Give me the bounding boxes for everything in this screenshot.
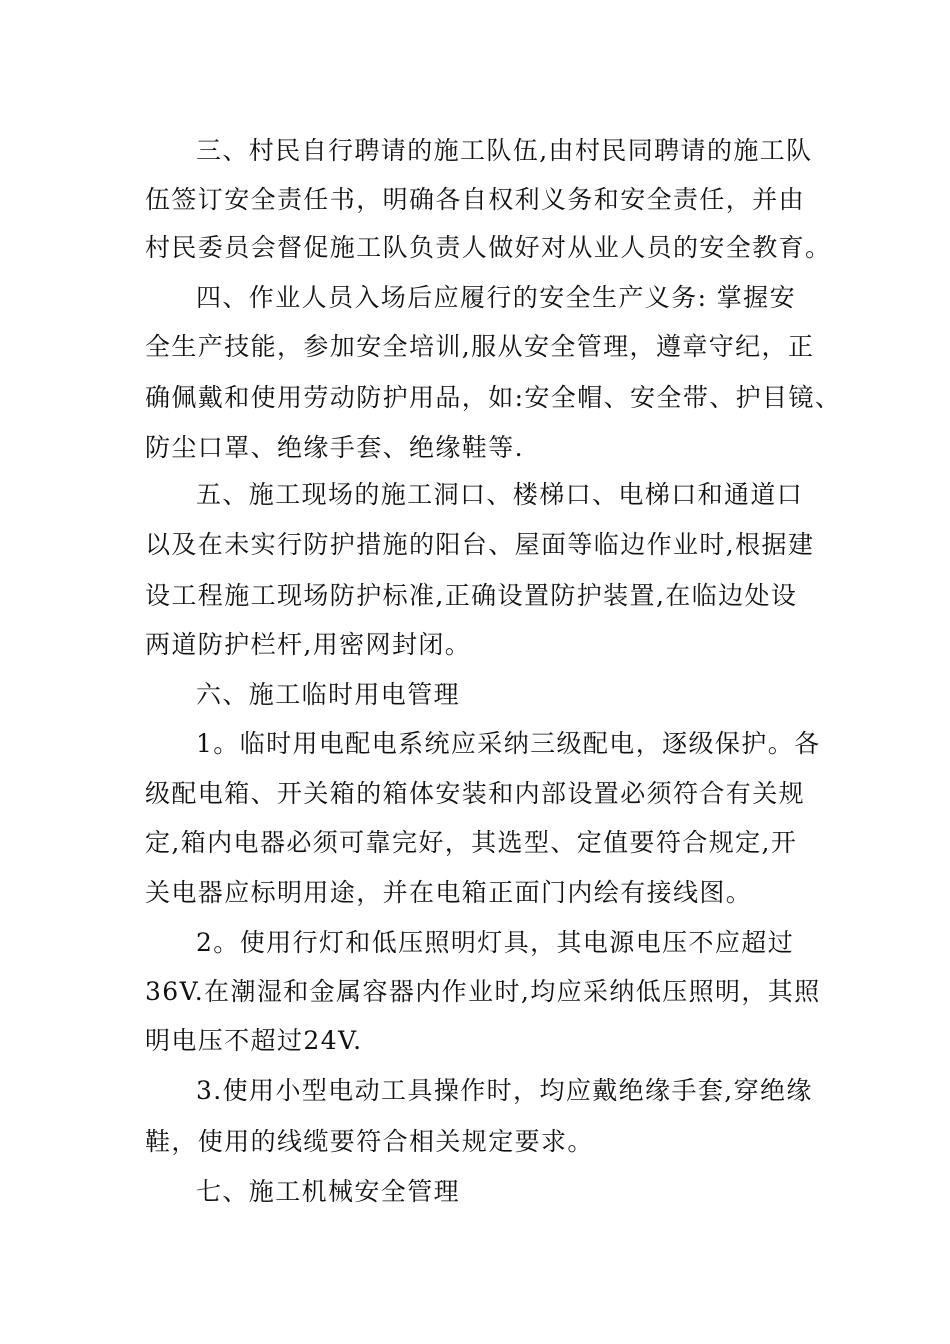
text-line: 四、作业人员入场后应履行的安全生产义务: 掌握安 <box>196 283 796 312</box>
text-line: 鞋，使用的线缆要符合相关规定要求。 <box>145 1127 594 1156</box>
text-line: 村民委员会督促施工队负责人做好对从业人员的安全教育。 <box>145 233 832 262</box>
text-line: 以及在未实行防护措施的阳台、屋面等临边作业时,根据建 <box>145 530 815 559</box>
text-line: 防尘口罩、绝缘手套、绝缘鞋等. <box>145 433 524 462</box>
text-line: 定,箱内电器必须可靠完好，其选型、定值要符合规定,开 <box>145 828 798 857</box>
text-line: 两道防护栏杆,用密网封闭。 <box>145 630 472 659</box>
text-line: 3.使用小型电动工具操作时，均应戴绝缘手套,穿绝缘 <box>196 1076 813 1105</box>
text-line: 确佩戴和使用劳动防护用品，如:安全帽、安全带、护目镜、 <box>145 383 842 412</box>
text-line: 2。使用行灯和低压照明灯具，其电源电压不应超过 <box>196 928 795 957</box>
section-heading: 七、施工机械安全管理 <box>196 1177 461 1206</box>
text-line: 明电压不超过24V. <box>145 1026 363 1055</box>
text-line: 1。临时用电配电系统应采纳三级配电，逐级保护。各 <box>196 729 821 758</box>
text-line: 伍签订安全责任书，明确各自权利义务和安全责任，并由 <box>145 185 806 214</box>
section-heading: 六、施工临时用电管理 <box>196 680 461 709</box>
text-line: 设工程施工现场防护标准,正确设置防护装置,在临边处设 <box>145 581 798 610</box>
text-line: 关电器应标明用途，并在电箱正面门内绘有接线图。 <box>145 878 753 907</box>
text-line: 三、村民自行聘请的施工队伍,由村民同聘请的施工队 <box>196 136 813 165</box>
text-line: 五、施工现场的施工洞口、楼梯口、电梯口和通道口 <box>196 480 804 509</box>
text-line: 级配电箱、开关箱的箱体安装和内部设置必须符合有关规 <box>145 779 806 808</box>
text-line: 全生产技能，参加安全培训,服从安全管理，遵章守纪，正 <box>145 332 815 361</box>
text-line: 36V.在潮湿和金属容器内作业时,均应采纳低压照明，其照 <box>145 977 821 1006</box>
